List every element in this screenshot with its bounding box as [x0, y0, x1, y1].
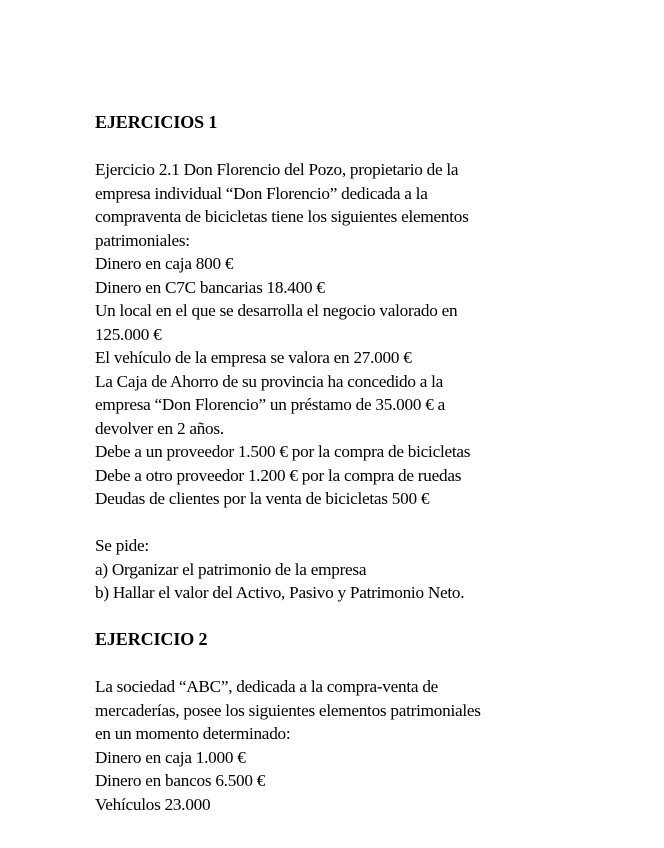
section1-heading: EJERCICIOS 1 [95, 112, 218, 132]
document-page [95, 111, 615, 816]
section2-body [95, 675, 615, 816]
section1-tasks [95, 534, 615, 605]
item-line: Dinero en caja 1.000 € [95, 747, 246, 767]
item-line: Un local en el que se desarrolla el negocio valorado en [95, 301, 458, 320]
intro-line: Ejercicio 2.1 Don Florencio del Pozo, propietario de la [95, 160, 459, 179]
task-item: a) Organizar el patrimonio de la empresa [95, 559, 367, 579]
item-line: Dinero en caja 800 € [95, 254, 234, 273]
task-item: b) Hallar el valor del Activo, Pasivo y Patrimonio Neto. [95, 583, 465, 602]
section1-body [95, 158, 615, 511]
item-line: El vehículo de la empresa se valora en 27.000 € [95, 348, 412, 367]
item-line: devolver en 2 años. [95, 418, 224, 438]
item-line: Debe a un proveedor 1.500 € por la compra de bicicletas [95, 442, 471, 461]
intro-line: mercaderías, posee los siguientes elementos patrimoniales [95, 700, 481, 720]
intro-line: La sociedad “ABC”, dedicada a la compra-venta de [95, 677, 439, 696]
item-line: La Caja de Ahorro de su provincia ha concedido a la [95, 371, 444, 391]
item-line: empresa “Don Florencio” un préstamo de 35.000 € a [95, 395, 446, 414]
intro-line: en un momento determinado: [95, 724, 291, 743]
item-line: Debe a otro proveedor 1.200 € por la compra de ruedas [95, 465, 462, 485]
item-line: 125.000 € [95, 324, 162, 344]
spacer [95, 135, 615, 159]
item-line: Deudas de clientes por la venta de bicicletas 500 € [95, 489, 430, 508]
spacer [95, 511, 615, 535]
item-line: Dinero en bancos 6.500 € [95, 771, 266, 790]
intro-line: compraventa de bicicletas tiene los siguientes elementos [95, 207, 469, 226]
spacer [95, 605, 615, 629]
spacer [95, 652, 615, 676]
section2-heading: EJERCICIO 2 [95, 629, 208, 649]
item-line: Dinero en C7C bancarias 18.400 € [95, 277, 325, 297]
intro-line: empresa individual “Don Florencio” dedicada a la [95, 183, 428, 203]
item-line: Vehículos 23.000 [95, 794, 211, 814]
intro-line: patrimoniales: [95, 230, 190, 250]
task-label: Se pide: [95, 536, 149, 555]
